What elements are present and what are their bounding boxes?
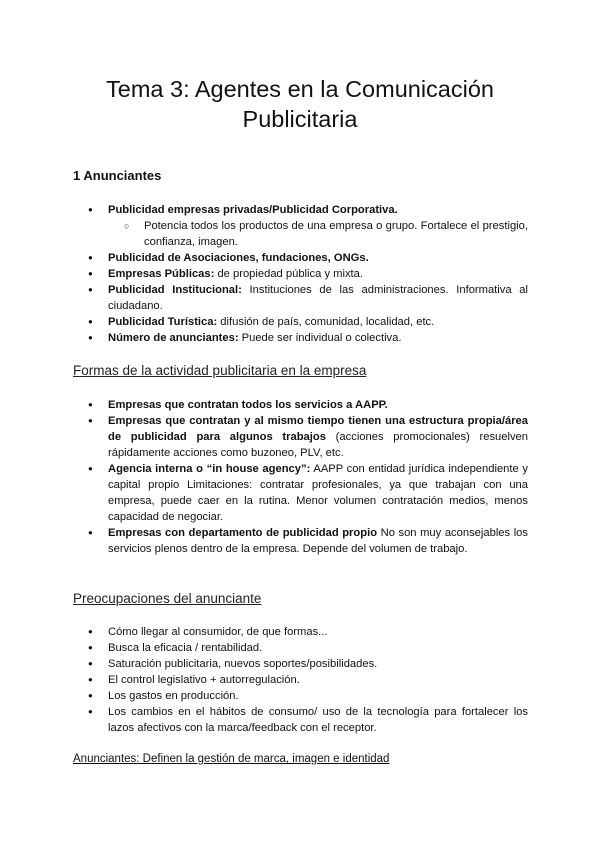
list-item: ● Saturación publicitaria, nuevos soportes/posibilidades. xyxy=(108,656,528,672)
list-item xyxy=(108,461,528,525)
list-item: ● Los gastos en producción. xyxy=(108,688,528,704)
list-item xyxy=(108,413,528,461)
section-heading-formas: Formas de la actividad publicitaria en la empresa xyxy=(73,363,367,378)
document-title xyxy=(40,74,560,134)
list-item-bold: Publicidad Institucional: xyxy=(108,284,242,296)
list-item-text: Puede ser individual o colectiva. xyxy=(238,332,402,344)
list-item xyxy=(108,266,528,282)
list-item xyxy=(108,330,528,346)
section-heading-preocupaciones: Preocupaciones del anunciante xyxy=(73,591,262,606)
list-item-text: No son muy aconsejables los servicios plenos dentro de la empresa. Depende del volumen de trabajo. xyxy=(108,527,528,555)
list-item: ● Cómo llegar al consumidor, de que formas... xyxy=(108,624,528,640)
sub-list-item: ○ Potencia todos los productos de una empresa o grupo. Fortalece el prestigio, confianza, imagen. xyxy=(144,218,528,250)
list-item-text: (acciones promocionales) resuelven rápidamente acciones como buzoneo, PLV, etc. xyxy=(108,431,529,459)
list-item xyxy=(108,525,528,557)
list-item-bold: Empresas que contratan y al mismo tiempo tienen una estructura propia/área de publicidad para algunos trabajos xyxy=(108,415,528,443)
list-item xyxy=(108,397,528,413)
preocupaciones-list xyxy=(108,624,528,736)
section-heading-anunciantes: 1 Anunciantes xyxy=(73,168,162,183)
list-item: ● El control legislativo + autorregulación. xyxy=(108,672,528,688)
list-item: ● Busca la eficacia / rentabilidad. xyxy=(108,640,528,656)
anunciantes-list xyxy=(108,202,528,346)
list-item xyxy=(108,282,528,314)
sub-list xyxy=(108,218,528,250)
title-line-1: Tema 3: Agentes en la Comunicación xyxy=(106,76,494,102)
list-item xyxy=(108,314,528,330)
list-item-bold: Publicidad empresas privadas/Publicidad Corporativa. xyxy=(108,204,398,216)
list-item-text: difusión de país, comunidad, localidad, etc. xyxy=(217,316,435,328)
list-item-bold: Número de anunciantes: xyxy=(108,332,239,344)
list-item: ● Los cambios en el hábitos de consumo/ uso de la tecnología para fortalecer los lazos afectivos con la marca/feedback con el receptor. xyxy=(108,704,528,736)
list-item-bold: Agencia interna o “in house agency”: xyxy=(108,463,311,475)
formas-list xyxy=(108,397,528,557)
list-item-bold: Empresas con departamento de publicidad propio xyxy=(108,527,378,539)
list-item xyxy=(108,250,528,266)
list-item-bold: Publicidad de Asociaciones, fundaciones, ONGs. xyxy=(108,252,369,264)
list-item-bold: Empresas que contratan todos los servicios a AAPP. xyxy=(108,399,388,411)
list-item-text: de propiedad pública y mixta. xyxy=(214,268,363,280)
list-item-bold: Publicidad Turística: xyxy=(108,316,218,328)
list-item xyxy=(108,202,528,250)
list-item-text: AAPP con entidad jurídica independiente y capital propio Limitaciones: contratar profesionales, ya que trabajan con una empresa, puede caer en la rutina. Menor volumen contratación medios, menos capacidad de negociar. xyxy=(108,463,528,523)
title-line-2: Publicitaria xyxy=(242,106,358,132)
section-heading-gestion-marca: Anunciantes: Definen la gestión de marca, imagen e identidad xyxy=(73,753,390,765)
list-item-text: Instituciones de las administraciones. Informativa al ciudadano. xyxy=(108,284,528,312)
list-item-bold: Empresas Públicas: xyxy=(108,268,215,280)
